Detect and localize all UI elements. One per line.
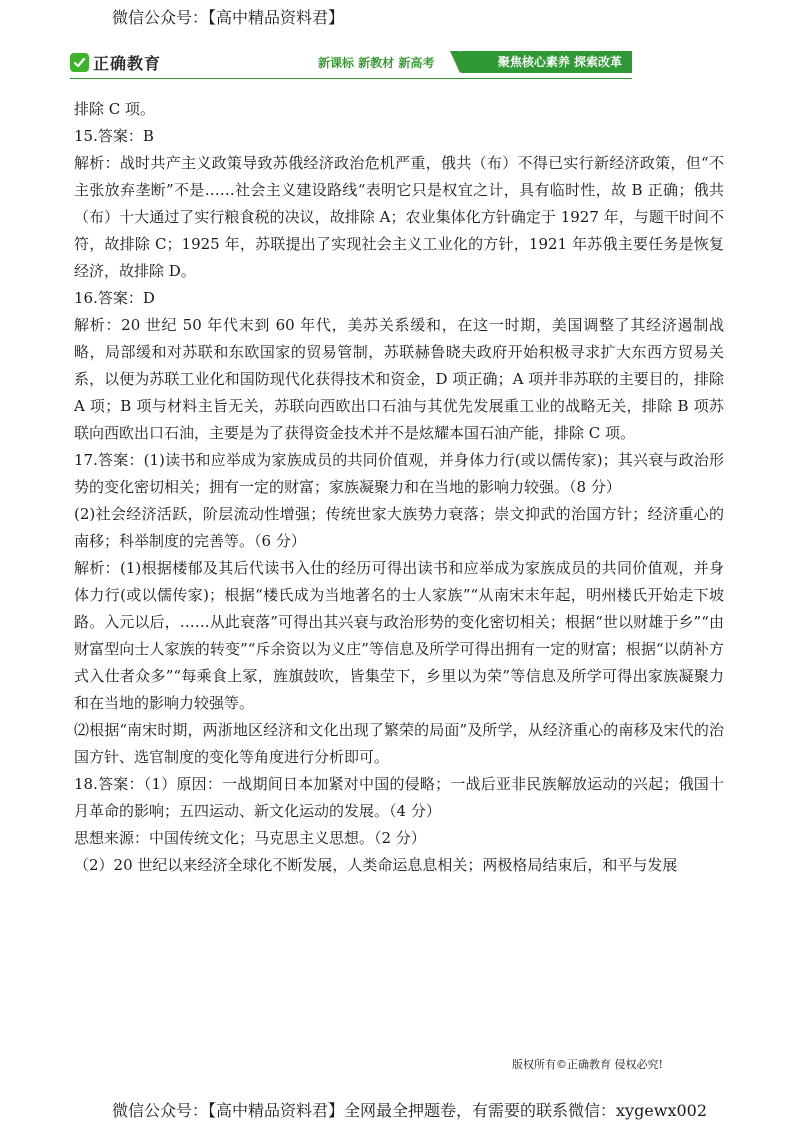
bottom-banner: 微信公众号：【高中精品资料君】全网最全押题卷，有需要的联系微信：xygewx002: [112, 1101, 708, 1120]
analysis-15: 解析：战时共产主义政策导致苏俄经济政治危机严重，俄共（布）不得已实行新经济政策，但“不主张放弃垄断”不是……社会主义建设路线“表明它只是权宜之计，具有临时性，故 B 正确；俄共（布）十大通过了实行粮食税的决议，故排除 A；农业集体化方针确定于 1927 年，与题干时间不符，故排除 C；1925 年，苏联提出了实现社会主义工业化的方针，1921 年苏俄主要任务是恢复经济，故排除 D。: [74, 154, 724, 280]
analysis-17-part2: ⑵根据“南宋时期，两浙地区经济和文化出现了繁荣的局面”及所学，从经济重心的南移及宋代的治国方针、选官制度的变化等角度进行分析即可。: [74, 721, 724, 766]
slogan-badge: 聚焦核心素养 探索改革: [460, 51, 632, 73]
answer-18-part1: 18.答案：（1）原因：一战期间日本加紧对中国的侵略；一战后亚非民族解放运动的兴起；俄国十月革命的影响；五四运动、新文化运动的发展。（4 分）: [74, 775, 724, 820]
slogan-left: 新课标 新教材 新高考: [318, 56, 435, 70]
checkmark-icon: [70, 53, 89, 72]
top-banner-text: 微信公众号：【高中精品资料君】: [112, 8, 345, 27]
logo-text: 正确教育: [93, 54, 162, 73]
answer-16: 16.答案：D: [74, 289, 155, 307]
logo: [70, 51, 161, 74]
copyright-notice: 版权所有©正确教育 侵权必究!: [512, 1058, 663, 1071]
paragraph: 排除 C 项。: [74, 100, 156, 118]
top-banner: [0, 0, 800, 36]
answer-18-sources: 思想来源：中国传统文化；马克思主义思想。（2 分）: [74, 829, 426, 847]
analysis-17-part1: 解析：(1)根据楼郁及其后代读书入仕的经历可得出读书和应举成为家族成员的共同价值观，并身体力行(或以儒传家)；根据“楼氏成为当地著名的士人家族”“从南宋末年起，明州楼氏开始走下坡路。入元以后，……从此衰落”可得出其兴衰与政治形势的变化密切相关；根据“世以财雄于乡”“由财富型向士人家族的转变”“斥余资以为义庄”等信息及所学可得出拥有一定的财富；根据“以荫补方式入仕者众多”“每乘食上冢，旌旗鼓吹，皆集茔下，乡里以为荣”等信息及所学可得出家族凝聚力和在当地的影响力较强等。: [74, 559, 724, 712]
answer-15: 15.答案：B: [74, 127, 154, 145]
header-divider: [70, 78, 632, 79]
analysis-16: 解析：20 世纪 50 年代末到 60 年代，美苏关系缓和，在这一时期，美国调整了其经济遏制战略，局部缓和对苏联和东欧国家的贸易管制，苏联赫鲁晓夫政府开始积极寻求扩大东西方贸易关系，以便为苏联工业化和国防现代化获得技术和资金，D 项正确；A 项并非苏联的主要目的，排除 A 项；B 项与材料主旨无关，苏联向西欧出口石油与其优先发展重工业的战略无关，排除 B 项苏联向西欧出口石油，主要是为了获得资金技术并不是炫耀本国石油产能，排除 C 项。: [74, 316, 724, 442]
page-header: [70, 50, 710, 82]
answer-18-part2: （2）20 世纪以来经济全球化不断发展，人类命运息息相关；两极格局结束后，和平与发展: [74, 856, 678, 874]
answer-17-part2: (2)社会经济活跃，阶层流动性增强；传统世家大族势力衰落；崇文抑武的治国方针；经济重心的南移；科举制度的完善等。（6 分）: [74, 505, 724, 550]
document-body: [74, 96, 724, 879]
answer-17-part1: 17.答案：(1)读书和应举成为家族成员的共同价值观，并身体力行(或以儒传家)；其兴衰与政治形势的变化密切相关；拥有一定的财富；家族凝聚力和在当地的影响力较强。（8 分）: [74, 451, 724, 496]
